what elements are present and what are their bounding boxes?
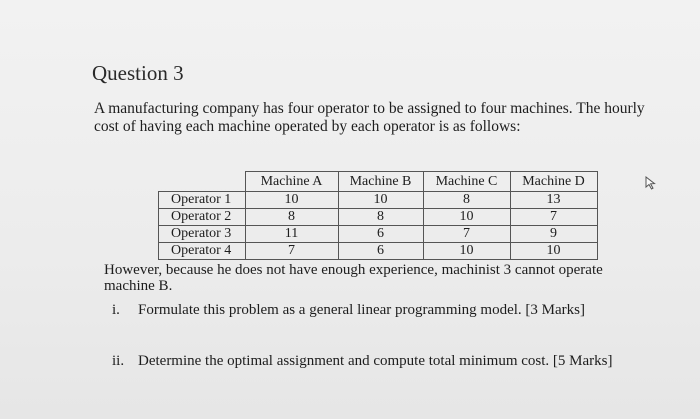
question-item bbox=[112, 353, 613, 370]
table-cell: 10 bbox=[423, 243, 510, 260]
column-header: Machine B bbox=[338, 172, 423, 192]
table-cell: 10 bbox=[338, 192, 423, 209]
note-paragraph: However, because he does not have enough experience, machinist 3 cannot operate machine B. bbox=[104, 262, 603, 294]
table-header-row bbox=[159, 172, 598, 192]
question-title: Question 3 bbox=[92, 61, 184, 85]
row-label: Operator 2 bbox=[159, 209, 246, 226]
intro-paragraph: A manufacturing company has four operator to be assigned to four machines. The hourly cost of having each machine operated by each operator is as follows: bbox=[94, 100, 645, 135]
table-row bbox=[159, 209, 598, 226]
question-item bbox=[112, 302, 585, 319]
table-cell: 10 bbox=[245, 192, 338, 209]
table-row bbox=[159, 226, 598, 243]
table-cell: 8 bbox=[338, 209, 423, 226]
column-header: Machine A bbox=[245, 172, 338, 192]
table-cell: 7 bbox=[423, 226, 510, 243]
table-corner-cell bbox=[159, 172, 246, 192]
table-cell: 9 bbox=[510, 226, 597, 243]
table-cell: 13 bbox=[510, 192, 597, 209]
table-cell: 7 bbox=[510, 209, 597, 226]
cost-table bbox=[158, 171, 598, 260]
table-cell: 6 bbox=[338, 243, 423, 260]
table-cell: 10 bbox=[510, 243, 597, 260]
table-row bbox=[159, 243, 598, 260]
mouse-pointer-icon bbox=[645, 176, 657, 195]
table-cell: 8 bbox=[245, 209, 338, 226]
item-text: Determine the optimal assignment and compute total minimum cost. [5 Marks] bbox=[138, 353, 613, 369]
row-label: Operator 4 bbox=[159, 243, 246, 260]
row-label: Operator 3 bbox=[159, 226, 246, 243]
table-cell: 6 bbox=[338, 226, 423, 243]
column-header: Machine D bbox=[510, 172, 597, 192]
item-number: ii. bbox=[112, 353, 125, 369]
table-cell: 7 bbox=[245, 243, 338, 260]
table-cell: 11 bbox=[245, 226, 338, 243]
table-cell: 10 bbox=[423, 209, 510, 226]
item-number: i. bbox=[112, 302, 120, 318]
table-cell: 8 bbox=[423, 192, 510, 209]
column-header: Machine C bbox=[423, 172, 510, 192]
row-label: Operator 1 bbox=[159, 192, 246, 209]
table-row bbox=[159, 192, 598, 209]
item-text: Formulate this problem as a general linear programming model. [3 Marks] bbox=[138, 302, 585, 318]
